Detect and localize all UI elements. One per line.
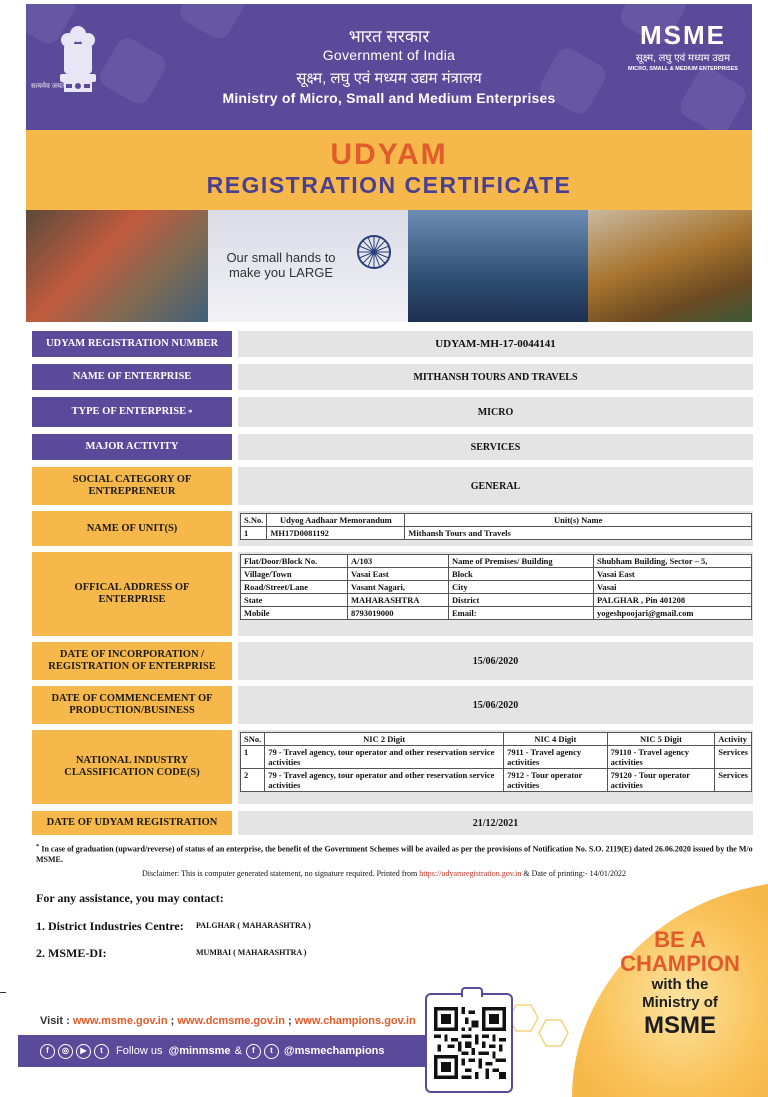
tagline-line-1: Our small hands to (226, 250, 336, 265)
incorporation-date-label: DATE OF INCORPORATION / REGISTRATION OF ENTERPRISE (32, 642, 232, 680)
table-row (241, 769, 752, 792)
table-header-cell: NIC 4 Digit (504, 733, 608, 746)
table-cell: Vasai East (594, 568, 752, 581)
table-row (241, 746, 752, 769)
address-label: OFFICAL ADDRESS OF ENTERPRISE (32, 552, 232, 636)
table-cell: Block (449, 568, 594, 581)
nic-codes-label: NATIONAL INDUSTRY CLASSIFICATION CODE(S) (32, 730, 232, 804)
visit-label: Visit : (40, 1015, 70, 1027)
table-cell: Mithansh Tours and Travels (405, 527, 752, 540)
link-msme[interactable]: www.msme.gov.in (72, 1015, 168, 1027)
row-enterprise-name (32, 364, 753, 390)
registration-number-label: UDYAM REGISTRATION NUMBER (32, 331, 232, 357)
row-major-activity (32, 434, 753, 460)
champion-line-5: MSME (644, 1012, 716, 1039)
udyam-date-label: DATE OF UDYAM REGISTRATION (32, 811, 232, 835)
banner-image (26, 210, 752, 322)
msme-logo (624, 22, 742, 72)
contact-msmedi-value: MUMBAI ( MAHARASHTRA ) (196, 948, 307, 957)
table-cell: 79110 - Travel agency activities (607, 746, 715, 769)
contact-dic-value: PALGHAR ( MAHARASHTRA ) (196, 921, 311, 930)
row-incorporation-date (32, 642, 753, 680)
table-header-cell: Udyog Aadhaar Memorandum (267, 514, 405, 527)
printing-date: & Date of printing:- 14/01/2022 (523, 869, 627, 878)
row-registration-number (32, 331, 753, 357)
table-header-cell: Activity (715, 733, 752, 746)
nic-table (240, 732, 752, 792)
ministry-title: Ministry of Micro, Small and Medium Enterprises (222, 90, 556, 106)
table-cell: MAHARASHTRA (348, 594, 449, 607)
table-row (241, 581, 752, 594)
disclaimer (0, 869, 768, 878)
instagram-icon[interactable]: ◎ (58, 1044, 73, 1059)
table-cell: District (449, 594, 594, 607)
table-header-cell: SNo. (241, 733, 265, 746)
note-text: In case of graduation (upward/reverse) of status of an enterprise, the benefit of the Government Schemes will be availed as per the provisions of Notification No. S.O. 2119(E) dated 26.06.2020 issued by the M/o MSME. (36, 844, 753, 864)
handle-minmsme[interactable]: @minmsme (168, 1045, 231, 1057)
enterprise-type-value: MICRO (238, 397, 753, 427)
table-row (241, 527, 752, 540)
govt-title: Government of India (322, 47, 456, 63)
twitter-icon[interactable]: t (264, 1044, 279, 1059)
facebook-icon[interactable]: f (40, 1044, 55, 1059)
visit-separator: ; (170, 1015, 175, 1027)
table-cell: Vasant Nagari, (348, 581, 449, 594)
table-cell: Village/Town (241, 568, 348, 581)
visit-links (40, 1015, 416, 1027)
champion-line-2: CHAMPION (620, 951, 740, 976)
follow-label: Follow us (116, 1045, 163, 1057)
table-cell: PALGHAR , Pin 401208 (594, 594, 752, 607)
msme-logo-english: MICRO, SMALL & MEDIUM ENTERPRISES (628, 66, 738, 72)
msme-logo-hindi: सूक्ष्म, लघु एवं मध्यम उद्यम (635, 53, 731, 64)
table-cell: 79 - Travel agency, tour operator and other reservation service activities (265, 746, 504, 769)
contact-dic-label: 1. District Industries Centre: (36, 919, 184, 933)
row-commencement-date (32, 686, 753, 724)
artisan-photo (26, 210, 208, 322)
qr-code-card (425, 993, 513, 1093)
qr-code-icon (434, 1007, 506, 1079)
units-table (240, 513, 752, 540)
link-champions[interactable]: www.champions.gov.in (294, 1015, 416, 1027)
table-cell: Vasai East (348, 568, 449, 581)
table-row (241, 594, 752, 607)
champion-line-3: with the (651, 976, 709, 993)
table-row (241, 568, 752, 581)
major-activity-value: SERVICES (238, 434, 753, 460)
social-category-label: SOCIAL CATEGORY OF ENTREPRENEUR (32, 467, 232, 505)
row-enterprise-type (32, 397, 753, 427)
table-cell: 79 - Travel agency, tour operator and other reservation service activities (265, 769, 504, 792)
champion-line-1: BE A (654, 927, 706, 952)
youtube-icon[interactable]: ▶ (76, 1044, 91, 1059)
table-cell: A/103 (348, 555, 449, 568)
farm-photo (588, 210, 752, 322)
enterprise-name-value: MITHANSH TOURS AND TRAVELS (238, 364, 753, 390)
table-cell: 1 (241, 527, 267, 540)
major-activity-label: MAJOR ACTIVITY (32, 434, 232, 460)
enterprise-name-label: NAME OF ENTERPRISE (32, 364, 232, 390)
table-header-row (241, 514, 752, 527)
msme-logo-word: MSME (640, 20, 726, 50)
table-row (241, 607, 752, 620)
table-cell: 2 (241, 769, 265, 792)
table-cell: City (449, 581, 594, 594)
row-units (32, 511, 753, 546)
table-cell: Name of Premises/ Building (449, 555, 594, 568)
row-address (32, 552, 753, 636)
table-cell: 7912 - Tour operator activities (504, 769, 608, 792)
enterprise-type-star: * (188, 407, 193, 417)
table-cell: MH17D0081192 (267, 527, 405, 540)
table-row (241, 555, 752, 568)
row-udyam-date (32, 811, 753, 835)
office-photo (408, 210, 588, 322)
table-cell: Shubham Building, Sector – 5, (594, 555, 752, 568)
table-cell: 1 (241, 746, 265, 769)
table-cell: Mobile (241, 607, 348, 620)
table-cell: 8793019000 (348, 607, 449, 620)
link-dcmsme[interactable]: www.dcmsme.gov.in (177, 1015, 285, 1027)
facebook-icon[interactable]: f (246, 1044, 261, 1059)
follow-ampersand: & (234, 1045, 242, 1057)
commencement-date-value: 15/06/2020 (238, 686, 753, 724)
social-category-value: GENERAL (238, 467, 753, 505)
assistance-heading: For any assistance, you may contact: (36, 891, 224, 905)
disclaimer-text: Disclaimer: This is computer generated statement, no signature required. Printed from (141, 869, 418, 878)
certificate-title: REGISTRATION CERTIFICATE (206, 172, 572, 198)
address-table (240, 554, 752, 620)
table-cell: Vasai (594, 581, 752, 594)
row-nic-codes (32, 730, 753, 804)
handle-msmechampions[interactable]: @msmechampions (283, 1045, 385, 1057)
table-cell: 7911 - Travel agency activities (504, 746, 608, 769)
tagline-line-2: make you LARGE (228, 265, 334, 280)
registration-number-value: UDYAM-MH-17-0044141 (238, 331, 753, 357)
table-cell: Email: (449, 607, 594, 620)
udyam-date-value: 21/12/2021 (238, 811, 753, 835)
table-cell: Road/Street/Lane (241, 581, 348, 594)
table-cell: Services (715, 746, 752, 769)
emblem-caption: सत्यमेव जयते (30, 83, 66, 90)
certificate-title-udyam: UDYAM (330, 138, 448, 171)
note-star: * (36, 843, 40, 850)
follow-us-bar (18, 1035, 426, 1067)
champion-line-4: Ministry of (642, 994, 718, 1011)
enterprise-type-label-text: TYPE OF ENTERPRISE (71, 406, 187, 417)
enterprise-type-label (32, 397, 232, 427)
incorporation-date-value: 15/06/2020 (238, 642, 753, 680)
header-band (26, 4, 752, 130)
hindi-ministry-title: सूक्ष्म, लघु एवं मध्यम उद्यम मंत्रालय (296, 70, 482, 87)
table-header-cell: Unit(s) Name (405, 514, 752, 527)
hindi-govt-title: भारत सरकार (348, 27, 430, 46)
table-header-row (241, 733, 752, 746)
table-cell: Services (715, 769, 752, 792)
udyam-portal-link[interactable]: https://udyamregistration.gov.in (419, 869, 522, 878)
table-header-cell: NIC 2 Digit (265, 733, 504, 746)
table-cell: Flat/Door/Block No. (241, 555, 348, 568)
be-a-champion-text (600, 928, 760, 1040)
row-social-category (32, 467, 753, 505)
table-cell: 79120 - Tour operator activities (607, 769, 715, 792)
graduation-note (36, 842, 756, 865)
banner-tagline (216, 250, 346, 280)
table-cell: yogeshpoojari@gmail.com (594, 607, 752, 620)
units-label: NAME OF UNIT(S) (32, 511, 232, 546)
table-header-cell: NIC 5 Digit (607, 733, 715, 746)
commencement-date-label: DATE OF COMMENCEMENT OF PRODUCTION/BUSINESS (32, 686, 232, 724)
twitter-icon[interactable]: t (94, 1044, 109, 1059)
contact-msmedi-label: 2. MSME-DI: (36, 946, 107, 960)
visit-separator: ; (288, 1015, 292, 1027)
chakra-icon (354, 232, 394, 272)
table-cell: State (241, 594, 348, 607)
table-header-cell: S.No. (241, 514, 267, 527)
title-band (26, 130, 752, 210)
